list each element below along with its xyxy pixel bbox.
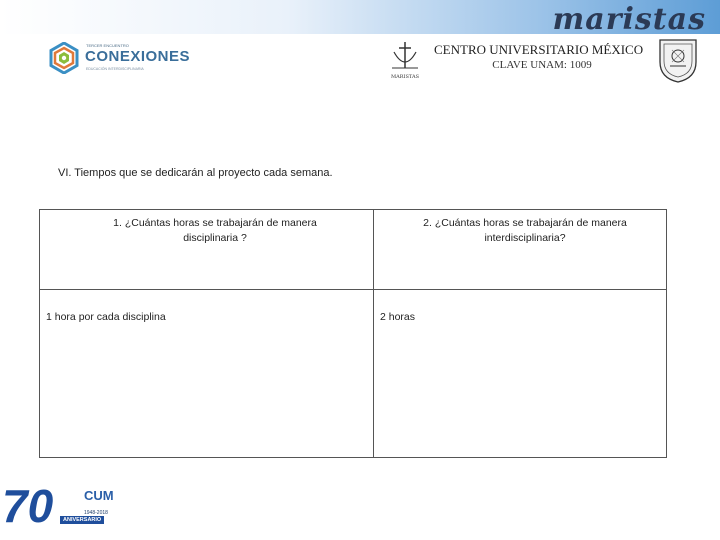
anniversary-label: ANIVERSARIO (60, 516, 104, 524)
maristas-crest-icon (386, 38, 424, 82)
anniversary-logo (0, 482, 146, 538)
hours-table (39, 209, 667, 458)
question-1-number: 1. (113, 217, 122, 229)
anniversary-number: 70 (2, 480, 54, 532)
section-title: VI. Tiempos que se dedicarán al proyecto cada semana. (58, 167, 333, 179)
question-interdisciplinary (395, 216, 655, 246)
institution-name: CENTRO UNIVERSITARIO MÉXICO (434, 42, 644, 57)
answer-interdisciplinary: 2 horas (380, 311, 416, 323)
institution-clave: CLAVE UNAM: 1009 (492, 59, 592, 71)
table-divider-vertical (373, 210, 374, 457)
question-2-number: 2. (423, 217, 432, 229)
conexiones-logo (48, 42, 191, 76)
answer-disciplinary: 1 hora por cada disciplina (46, 311, 166, 323)
conexiones-title: CONEXIONES (85, 48, 191, 65)
conexiones-tagline: EDUCACIÓN INTERDISCIPLINARIA (86, 67, 144, 71)
question-disciplinary (90, 216, 340, 246)
question-1-text: ¿Cuántas horas se trabajarán de manera disciplinaria ? (124, 217, 317, 244)
anniversary-cum: CUM (84, 488, 114, 503)
conexiones-mark-icon (48, 42, 80, 74)
maristas-logo: maristas (552, 2, 706, 37)
table-divider-horizontal (40, 289, 666, 290)
crest-left-caption: MARISTAS (391, 74, 419, 80)
question-2-text: ¿Cuántas horas se trabajarán de manera interdisciplinaria? (434, 217, 627, 244)
unam-crest-icon (656, 36, 700, 84)
anniversary-years: 1948-2018 (84, 510, 108, 516)
conexiones-small-text: TERCER ENCUENTRO (86, 43, 129, 48)
